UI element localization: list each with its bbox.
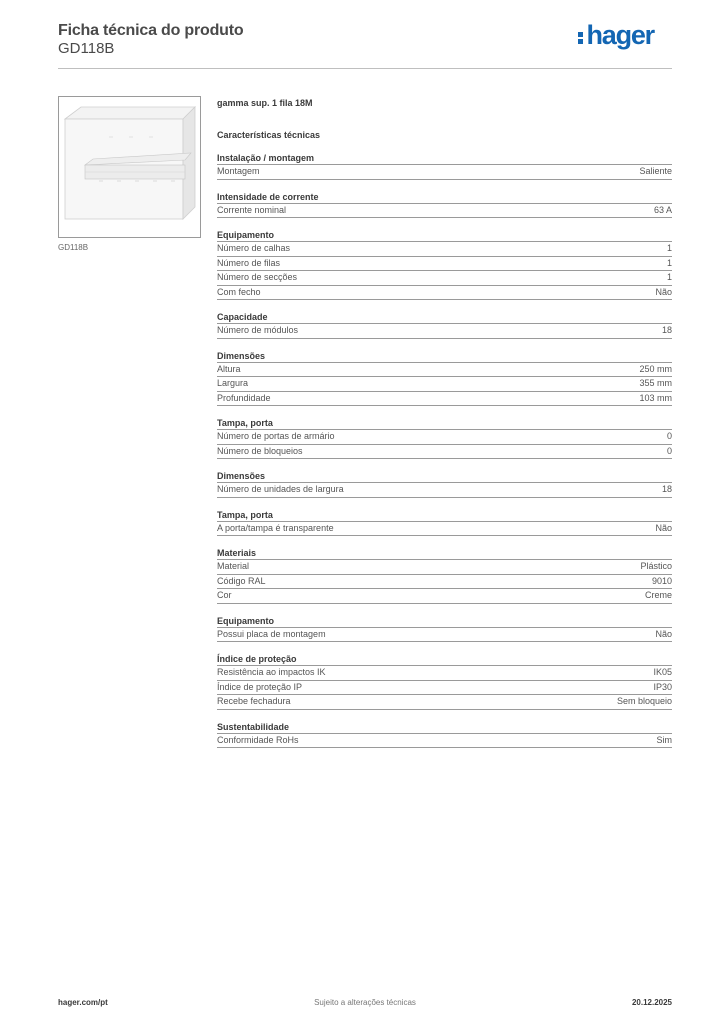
document-title: Ficha técnica do produto [58,22,244,39]
spec-sheet [217,97,672,748]
spec-label: Índice de proteção IP [217,681,303,692]
spec-value: IK05 [653,667,672,677]
logo-mark-icon [578,25,583,45]
spec-value: 1 [666,257,672,268]
spec-group-title: Capacidade [217,311,672,324]
spec-row [217,271,672,286]
spec-label: Número de calhas [217,243,291,253]
spec-row [217,324,672,339]
footer-website: hager.com/pt [58,998,108,1007]
spec-value: Saliente [639,166,672,176]
spec-groups [217,152,672,748]
spec-label: Código RAL [217,575,266,586]
spec-group [217,470,672,498]
spec-value: 63 A [653,204,672,215]
spec-label: A porta/tampa é transparente [217,522,334,533]
spec-value: Não [655,522,672,533]
spec-value: Plástico [640,561,672,571]
spec-label: Com fecho [217,286,261,297]
spec-label: Profundidade [217,392,271,403]
spec-value: IP30 [653,681,672,692]
spec-group [217,721,672,749]
spec-group [217,547,672,604]
product-image [58,96,201,238]
spec-row [217,445,672,460]
spec-row [217,575,672,590]
spec-row [217,242,672,257]
spec-label: Possui placa de montagem [217,628,326,639]
spec-group-title: Índice de proteção [217,653,672,666]
spec-row [217,165,672,180]
spec-group [217,191,672,219]
spec-value: 0 [666,445,672,456]
product-image-caption: GD118B [58,243,89,252]
spec-row [217,666,672,681]
spec-value: Sim [656,734,672,745]
spec-value: 18 [661,325,672,335]
spec-label: Conformidade RoHs [217,734,299,745]
spec-value: 1 [666,272,672,282]
spec-group [217,417,672,459]
spec-group-title: Materiais [217,547,672,560]
spec-row [217,695,672,710]
spec-value: 1 [666,243,672,253]
spec-group-title: Dimensões [217,350,672,363]
spec-row [217,377,672,392]
spec-group-title: Tampa, porta [217,509,672,522]
spec-label: Recebe fechadura [217,696,291,706]
spec-value: 103 mm [639,392,672,403]
spec-group [217,152,672,180]
spec-group-title: Equipamento [217,229,672,242]
spec-value: 18 [661,484,672,494]
spec-value: 0 [666,431,672,441]
spec-row [217,483,672,498]
page-header [58,20,672,68]
spec-label: Número de módulos [217,325,299,335]
footer-date: 20.12.2025 [631,998,672,1007]
spec-value: Não [655,286,672,297]
spec-row [217,681,672,696]
spec-row [217,204,672,219]
spec-group-title: Tampa, porta [217,417,672,430]
spec-label: Altura [217,363,241,374]
spec-label: Largura [217,378,249,388]
spec-row [217,522,672,537]
spec-label: Corrente nominal [217,204,287,215]
spec-row [217,734,672,749]
spec-label: Número de bloqueios [217,445,303,456]
spec-value: Sem bloqueio [616,696,672,706]
page-footer [58,998,672,1010]
spec-group [217,615,672,643]
spec-label: Número de unidades de largura [217,484,344,494]
spec-value: 9010 [651,575,672,586]
spec-value: Não [655,628,672,639]
spec-label: Número de portas de armário [217,431,335,441]
spec-row [217,286,672,301]
spec-label: Número de secções [217,272,298,282]
spec-row [217,628,672,643]
header-divider [58,68,672,69]
spec-label: Material [217,561,250,571]
spec-row [217,430,672,445]
spec-label: Cor [217,590,232,600]
spec-row [217,589,672,604]
spec-group-title: Sustentabilidade [217,721,672,734]
spec-row [217,560,672,575]
spec-group [217,509,672,537]
spec-group [217,350,672,407]
spec-row [217,392,672,407]
spec-row [217,363,672,378]
logo-text: hager [586,20,654,50]
spec-group [217,653,672,710]
technical-characteristics-title: Características técnicas [217,130,321,140]
spec-group [217,311,672,339]
product-description: gamma sup. 1 fila 18M [217,98,313,108]
distribution-box-illustration [59,97,200,237]
spec-group-title: Intensidade de corrente [217,191,672,204]
footer-notice: Sujeito a alterações técnicas [314,998,416,1007]
spec-value: Creme [644,590,672,600]
spec-label: Número de filas [217,257,281,268]
spec-group-title: Instalação / montagem [217,152,672,165]
spec-group-title: Dimensões [217,470,672,483]
spec-row [217,257,672,272]
spec-value: 355 mm [639,378,672,388]
spec-group-title: Equipamento [217,615,672,628]
spec-label: Montagem [217,166,260,176]
hager-logo [578,20,654,50]
spec-label: Resistência ao impactos IK [217,667,326,677]
product-code: GD118B [58,40,115,57]
spec-group [217,229,672,300]
spec-value: 250 mm [639,363,672,374]
